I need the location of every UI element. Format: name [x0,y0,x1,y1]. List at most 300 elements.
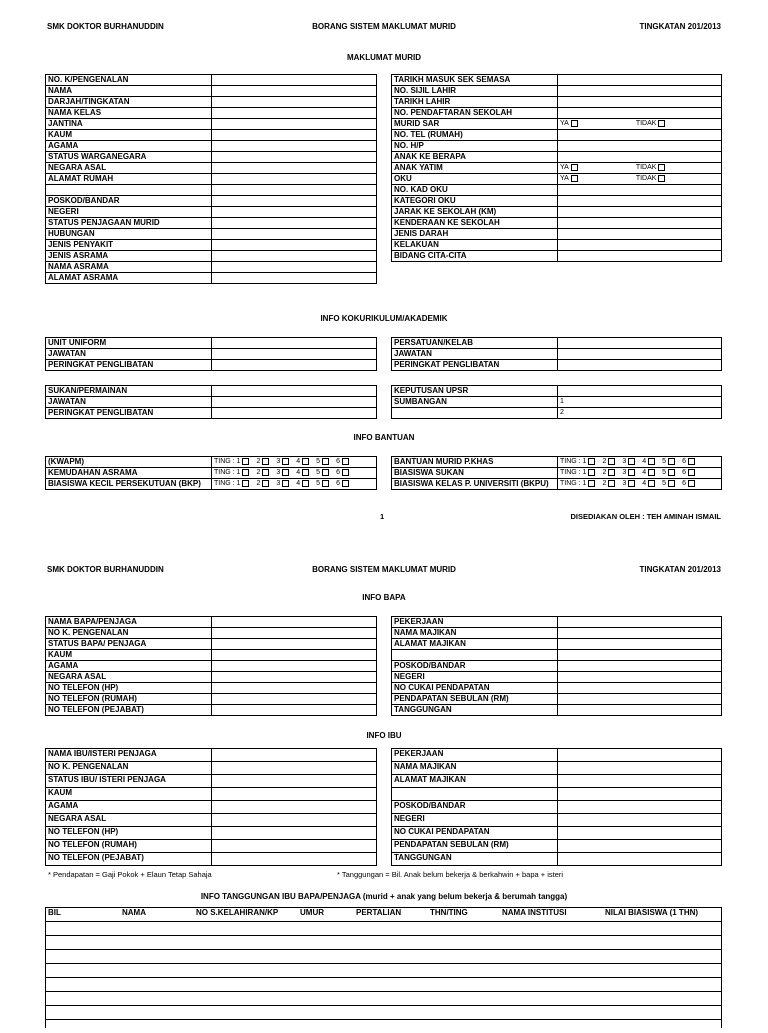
bapa-right-value-field[interactable] [558,639,722,650]
checkbox-icon[interactable] [608,469,615,476]
ibu-left-value-field[interactable] [212,853,377,866]
ting-option[interactable]: 6 [336,469,340,476]
bapa-left-label: NO TELEFON (RUMAH) [46,694,212,705]
ting-option[interactable]: 2 [602,480,607,487]
bantuan-left-value-field[interactable] [212,468,377,479]
checkbox-icon[interactable] [588,469,595,476]
ibu-left-label: AGAMA [46,801,212,814]
ya-option[interactable]: YA [560,120,578,127]
bantuan-right-value-field[interactable] [558,457,722,468]
note-tanggungan: * Tanggungan = Bil. Anak belum bekerja & berkahwin + bapa + isteri [337,870,564,879]
ibu-right-value-field[interactable] [558,762,722,775]
ibu-left-label: NAMA IBU/ISTERI PENJAGA [46,749,212,762]
persatuan-row [392,360,722,371]
sukan-label: SUKAN/PERMAINAN [46,386,212,397]
bapa-left-value-field[interactable] [212,672,377,683]
murid-right-value-field[interactable] [558,207,722,218]
ibu-right-table [391,748,722,866]
sukan-value-field[interactable] [212,397,377,408]
checkbox-icon[interactable] [242,480,249,487]
bantuan-right-value-field[interactable] [558,479,722,490]
checkbox-icon[interactable] [322,469,329,476]
section-tanggungan: INFO TANGGUNGAN IBU BAPA/PENJAGA (murid + anak yang belum bekerja & berumah tangga) [200,892,568,901]
murid-right-row [392,229,722,240]
checkbox-icon[interactable] [282,480,289,487]
persatuan-value-field[interactable] [558,338,722,349]
bapa-left-row [46,683,377,694]
ibu-right-row [392,788,722,801]
ting-label: TING : 1 [560,480,587,487]
murid-right-value-field[interactable] [558,218,722,229]
uniform-label: JAWATAN [46,349,212,360]
murid-right-value-field[interactable] [558,141,722,152]
ibu-left-label: NO K. PENGENALAN [46,762,212,775]
upsr-label [392,408,558,419]
checkbox-icon[interactable] [658,164,665,171]
murid-right-value-field[interactable] [558,86,722,97]
checkbox-icon[interactable] [668,458,675,465]
ibu-left-label: NO TELEFON (HP) [46,827,212,840]
ting-option[interactable]: 2 [256,480,261,487]
bapa-left-value-field[interactable] [212,705,377,716]
murid-right-label: TARIKH MASUK SEK SEMASA [392,75,558,86]
ibu-right-value-field[interactable] [558,827,722,840]
bapa-right-value-field[interactable] [558,694,722,705]
bapa-right-value-field[interactable] [558,617,722,628]
murid-right-label: KELAKUAN [392,240,558,251]
checkbox-icon[interactable] [628,469,635,476]
murid-left-value-field[interactable] [212,273,377,284]
ibu-right-label: NO CUKAI PENDAPATAN [392,827,558,840]
ting-option[interactable]: 2 [602,458,607,465]
ting-option[interactable]: 5 [316,480,321,487]
bapa-left-row [46,694,377,705]
ting-label: TING : 1 [560,469,587,476]
persatuan-value-field[interactable] [558,360,722,371]
ting-option[interactable]: 6 [336,458,340,465]
bapa-left-value-field[interactable] [212,628,377,639]
ibu-left-value-field[interactable] [212,801,377,814]
checkbox-icon[interactable] [628,458,635,465]
ibu-right-value-field[interactable] [558,801,722,814]
ibu-right-label: POSKOD/BANDAR [392,801,558,814]
bapa-right-value-field[interactable] [558,628,722,639]
ibu-right-label: NAMA MAJIKAN [392,762,558,775]
ibu-left-value-field[interactable] [212,827,377,840]
murid-right-label: JENIS DARAH [392,229,558,240]
ting-option[interactable]: 4 [296,469,301,476]
murid-right-value-field[interactable] [558,185,722,196]
murid-left-value-field[interactable] [212,240,377,251]
murid-left-row [46,174,377,185]
murid-left-value-field[interactable] [212,75,377,86]
ting-option[interactable]: 4 [642,480,647,487]
ibu-left-value-field[interactable] [212,749,377,762]
murid-left-value-field[interactable] [212,229,377,240]
bapa-left-value-field[interactable] [212,683,377,694]
checkbox-icon[interactable] [571,120,578,127]
persatuan-value-field[interactable] [558,349,722,360]
checkbox-icon[interactable] [688,480,695,487]
murid-left-label [46,185,212,196]
ting-option[interactable]: 2 [256,458,261,465]
ibu-right-value-field[interactable] [558,853,722,866]
bapa-left-value-field[interactable] [212,639,377,650]
murid-right-label: KENDERAAN KE SEKOLAH [392,218,558,229]
checkbox-icon[interactable] [342,458,349,465]
murid-left-value-field[interactable] [212,251,377,262]
bapa-right-value-field[interactable] [558,683,722,694]
checkbox-icon[interactable] [688,458,695,465]
persatuan-table [391,337,722,371]
murid-left-value-field[interactable] [212,174,377,185]
ting-option[interactable]: 5 [316,458,321,465]
murid-left-label: NEGERI [46,207,212,218]
persatuan-label: PERSATUAN/KELAB [392,338,558,349]
bapa-left-value-field[interactable] [212,650,377,661]
checkbox-icon[interactable] [571,175,578,182]
ibu-left-label: NO TELEFON (RUMAH) [46,840,212,853]
sukan-row [46,408,377,419]
ibu-right-row [392,749,722,762]
table-row[interactable] [46,963,721,977]
ibu-left-value-field[interactable] [212,814,377,827]
ting-option[interactable]: 3 [276,469,281,476]
upsr-label: KEPUTUSAN UPSR [392,386,558,397]
bapa-right-value-field[interactable] [558,661,722,672]
sukan-value-field[interactable] [212,386,377,397]
checkbox-icon[interactable] [262,469,269,476]
ibu-right-value-field[interactable] [558,788,722,801]
bapa-right-row [392,705,722,716]
ya-option[interactable]: YA [560,175,578,182]
murid-right-label: NO. KAD OKU [392,185,558,196]
murid-left-value-field[interactable] [212,262,377,273]
murid-right-value-field[interactable] [558,229,722,240]
murid-right-row [392,119,722,130]
murid-left-value-field[interactable] [212,141,377,152]
murid-left-value-field[interactable] [212,185,377,196]
murid-left-row [46,251,377,262]
checkbox-icon[interactable] [262,458,269,465]
ibu-left-row [46,788,377,801]
upsr-value-field[interactable]: 2 [558,408,722,419]
ibu-right-row [392,840,722,853]
checkbox-icon[interactable] [282,458,289,465]
upsr-label: SUMBANGAN [392,397,558,408]
uniform-value-field[interactable] [212,338,377,349]
checkbox-icon[interactable] [688,469,695,476]
murid-left-value-field[interactable] [212,152,377,163]
ting-option[interactable]: 4 [642,469,647,476]
murid-left-row [46,218,377,229]
ting-option[interactable]: 4 [296,480,301,487]
ting-option[interactable]: 5 [662,458,667,465]
uniform-value-field[interactable] [212,349,377,360]
checkbox-icon[interactable] [658,175,665,182]
ibu-left-value-field[interactable] [212,762,377,775]
bapa-right-label: PEKERJAAN [392,617,558,628]
murid-right-value-field[interactable] [558,97,722,108]
ting-option[interactable]: 3 [622,480,627,487]
murid-left-label: STATUS PENJAGAAN MURID [46,218,212,229]
bapa-left-row [46,705,377,716]
upsr-value-field[interactable] [558,386,722,397]
ting-option[interactable]: 4 [296,458,301,465]
col-umur: UMUR [300,908,324,917]
ting-option[interactable]: 3 [622,469,627,476]
checkbox-icon[interactable] [322,480,329,487]
table-row[interactable] [46,921,721,935]
murid-right-label: NO. SIJIL LAHIR [392,86,558,97]
bapa-right-value-field[interactable] [558,672,722,683]
bapa-left-row [46,672,377,683]
bantuan-right-table [391,456,722,490]
murid-right-value-field[interactable] [558,251,722,262]
ibu-right-row [392,801,722,814]
checkbox-icon[interactable] [588,480,595,487]
bapa-left-value-field[interactable] [212,694,377,705]
bapa-right-label [392,650,558,661]
uniform-row [46,338,377,349]
uniform-row [46,360,377,371]
bapa-left-label: NEGARA ASAL [46,672,212,683]
murid-left-value-field[interactable] [212,97,377,108]
bapa-left-value-field[interactable] [212,661,377,672]
checkbox-icon[interactable] [588,458,595,465]
murid-right-value-field[interactable] [558,108,722,119]
bantuan-left-value-field[interactable] [212,457,377,468]
ting-option[interactable]: 6 [682,480,686,487]
bapa-right-value-field[interactable] [558,650,722,661]
murid-right-value-field[interactable] [558,240,722,251]
checkbox-icon[interactable] [282,469,289,476]
murid-left-row [46,141,377,152]
persatuan-label: PERINGKAT PENGLIBATAN [392,360,558,371]
checkbox-icon[interactable] [668,469,675,476]
murid-right-row [392,163,722,174]
ting-label: TING : 1 [214,480,241,487]
checkbox-icon[interactable] [262,480,269,487]
ibu-left-row [46,762,377,775]
uniform-table [45,337,377,371]
checkbox-icon[interactable] [302,469,309,476]
form-title-2: BORANG SISTEM MAKLUMAT MURID [312,565,456,574]
bapa-left-label: NAMA BAPA/PENJAGA [46,617,212,628]
checkbox-icon[interactable] [342,480,349,487]
checkbox-icon[interactable] [608,458,615,465]
murid-left-value-field[interactable] [212,196,377,207]
murid-left-value-field[interactable] [212,207,377,218]
checkbox-icon[interactable] [628,480,635,487]
level-label: TINGKATAN 201/2013 [639,22,721,31]
checkbox-icon[interactable] [242,469,249,476]
bapa-right-row [392,650,722,661]
murid-left-row [46,185,377,196]
checkbox-icon[interactable] [648,480,655,487]
murid-right-value-field[interactable] [558,130,722,141]
ting-option[interactable]: 3 [622,458,627,465]
ting-option[interactable]: 2 [602,469,607,476]
col-nama: NAMA [122,908,146,917]
checkbox-icon[interactable] [608,480,615,487]
ibu-right-row [392,814,722,827]
murid-left-value-field[interactable] [212,163,377,174]
murid-left-value-field[interactable] [212,218,377,229]
uniform-value-field[interactable] [212,360,377,371]
bapa-left-value-field[interactable] [212,617,377,628]
ibu-right-row [392,775,722,788]
checkbox-icon[interactable] [648,458,655,465]
ting-option[interactable]: 3 [276,458,281,465]
ibu-left-row [46,749,377,762]
murid-left-value-field[interactable] [212,86,377,97]
ting-option[interactable]: 6 [336,480,340,487]
ibu-right-row [392,853,722,866]
upsr-value-field[interactable]: 1 [558,397,722,408]
murid-left-label: JANTINA [46,119,212,130]
ting-option[interactable]: 3 [276,480,281,487]
checkbox-icon[interactable] [668,480,675,487]
bapa-right-label: NEGERI [392,672,558,683]
table-row[interactable] [46,991,721,1005]
school-name-2: SMK DOKTOR BURHANUDDIN [47,565,164,574]
ibu-right-label: PEKERJAAN [392,749,558,762]
ibu-left-label: NO TELEFON (PEJABAT) [46,853,212,866]
checkbox-icon[interactable] [322,458,329,465]
ibu-left-label: STATUS IBU/ ISTERI PENJAGA [46,775,212,788]
murid-right-value-field[interactable] [558,196,722,207]
ibu-right-value-field[interactable] [558,775,722,788]
murid-right-row [392,218,722,229]
ibu-right-label: PENDAPATAN SEBULAN (RM) [392,840,558,853]
ting-option[interactable]: 2 [256,469,261,476]
murid-left-label: POSKOD/BANDAR [46,196,212,207]
murid-right-label: KATEGORI OKU [392,196,558,207]
murid-left-label: NEGARA ASAL [46,163,212,174]
ibu-right-value-field[interactable] [558,840,722,853]
murid-left-value-field[interactable] [212,119,377,130]
murid-left-label: HUBUNGAN [46,229,212,240]
sukan-value-field[interactable] [212,408,377,419]
note-pendapatan: * Pendapatan = Gaji Pokok + Elaun Tetap Sahaja [48,870,212,879]
ibu-left-row [46,827,377,840]
murid-left-row [46,119,377,130]
murid-right-row [392,108,722,119]
murid-right-row [392,130,722,141]
checkbox-icon[interactable] [342,469,349,476]
ibu-left-row [46,801,377,814]
ibu-left-value-field[interactable] [212,775,377,788]
bapa-right-label: PENDAPATAN SEBULAN (RM) [392,694,558,705]
tidak-option[interactable]: TIDAK [636,164,666,171]
ting-option[interactable]: 5 [316,469,321,476]
bantuan-left-label: BIASISWA KECIL PERSEKUTUAN (BKP) [46,479,212,490]
murid-right-value-field[interactable] [558,119,722,130]
ting-option[interactable]: 6 [682,469,686,476]
tidak-option[interactable]: TIDAK [636,120,666,127]
ibu-right-value-field[interactable] [558,749,722,762]
murid-left-label: NAMA [46,86,212,97]
bantuan-right-row [392,457,722,468]
murid-right-value-field[interactable] [558,163,722,174]
murid-left-row [46,97,377,108]
murid-right-label: JARAK KE SEKOLAH (KM) [392,207,558,218]
murid-right-label: ANAK KE BERAPA [392,152,558,163]
bapa-left-row [46,650,377,661]
ya-option[interactable]: YA [560,164,578,171]
checkbox-icon[interactable] [571,164,578,171]
murid-left-value-field[interactable] [212,108,377,119]
table-row[interactable] [46,1005,721,1019]
ting-option[interactable]: 5 [662,480,667,487]
checkbox-icon[interactable] [302,458,309,465]
bantuan-left-row [46,468,377,479]
ibu-right-value-field[interactable] [558,814,722,827]
ibu-left-row [46,814,377,827]
murid-left-label: JENIS ASRAMA [46,251,212,262]
murid-left-label: AGAMA [46,141,212,152]
sukan-table [45,385,377,419]
table-row[interactable] [46,949,721,963]
bapa-right-row [392,672,722,683]
murid-right-value-field[interactable] [558,174,722,185]
ting-option[interactable]: 6 [682,458,686,465]
checkbox-icon[interactable] [242,458,249,465]
uniform-label: UNIT UNIFORM [46,338,212,349]
bapa-right-label: ALAMAT MAJIKAN [392,639,558,650]
murid-left-value-field[interactable] [212,130,377,141]
ibu-right-label: TANGGUNGAN [392,853,558,866]
form-title: BORANG SISTEM MAKLUMAT MURID [312,22,456,31]
ibu-left-value-field[interactable] [212,840,377,853]
checkbox-icon[interactable] [658,120,665,127]
sukan-row [46,397,377,408]
checkbox-icon[interactable] [648,469,655,476]
ting-label: TING : 1 [214,458,241,465]
bapa-left-label: NO TELEFON (HP) [46,683,212,694]
table-row[interactable] [46,935,721,949]
murid-right-label: BIDANG CITA-CITA [392,251,558,262]
murid-left-row [46,130,377,141]
ibu-left-value-field[interactable] [212,788,377,801]
section-bantuan: INFO BANTUAN [353,433,415,442]
ting-option[interactable]: 5 [662,469,667,476]
murid-right-label: OKU [392,174,558,185]
table-row[interactable] [46,1019,721,1033]
bapa-right-row [392,683,722,694]
table-row[interactable] [46,977,721,991]
murid-right-value-field[interactable] [558,75,722,86]
bapa-right-value-field[interactable] [558,705,722,716]
bapa-left-label: AGAMA [46,661,212,672]
upsr-row [392,397,722,408]
murid-right-row [392,97,722,108]
bapa-right-row [392,694,722,705]
bapa-right-label: TANGGUNGAN [392,705,558,716]
murid-right-row [392,196,722,207]
bantuan-right-value-field[interactable] [558,468,722,479]
col-nilai-biasiswa: NILAI BIASISWA (1 THN) [605,908,699,917]
checkbox-icon[interactable] [302,480,309,487]
tidak-option[interactable]: TIDAK [636,175,666,182]
bantuan-left-value-field[interactable] [212,479,377,490]
bapa-left-row [46,617,377,628]
bantuan-right-row [392,468,722,479]
ting-option[interactable]: 4 [642,458,647,465]
murid-right-value-field[interactable] [558,152,722,163]
bapa-left-row [46,628,377,639]
